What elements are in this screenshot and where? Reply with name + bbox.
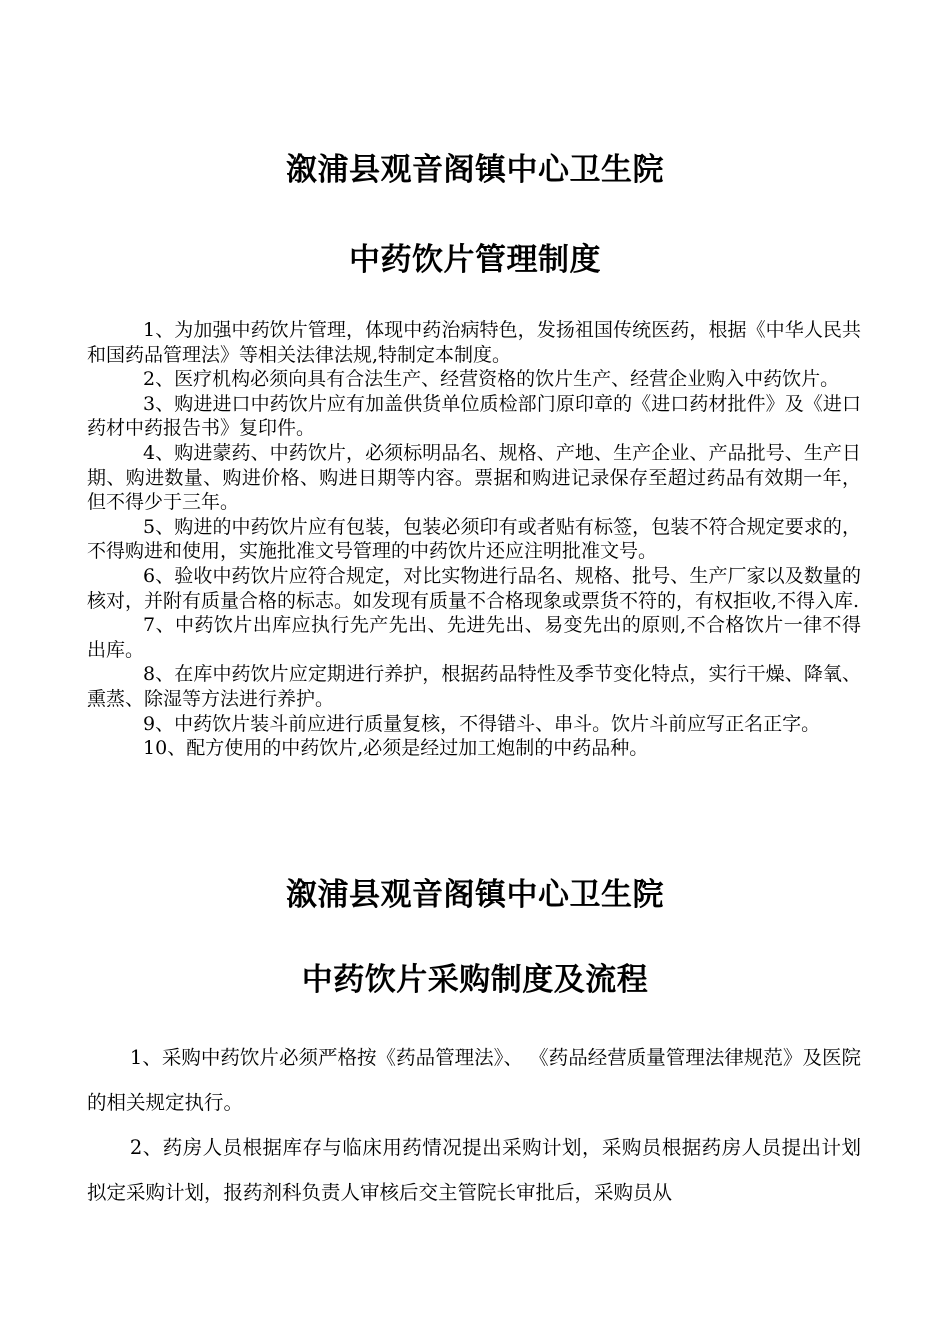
clause-10: 10、配方使用的中药饮片,必须是经过加工炮制的中药品种。 [143, 737, 649, 760]
org-title-1: 溆浦县观音阁镇中心卫生院 [286, 152, 664, 188]
clause-6: 6、验收中药饮片应符合规定，对比实物进行品名、规格、批号、生产厂家以及数量的核对，并附有质量合格的标志。如发现有质量不合格现象或票货不符的，有权拒收,不得入库. [87, 564, 861, 612]
clause-1: 1、为加强中药饮片管理，体现中药治病特色，发扬祖国传统医药，根据《中华人民共和国药品管理法》等相关法律法规,特制定本制度。 [87, 319, 861, 366]
procurement-clause-1: 1、采购中药饮片必须严格按《药品管理法》、 《药品经营质量管理法律规范》及医院的相关规定执行。 [87, 1046, 861, 1114]
management-clauses [87, 318, 861, 761]
clause-3: 3、购进进口中药饮片应有加盖供货单位质检部门原印章的《进口药材批件》及《进口药材中药报告书》复印件。 [87, 392, 861, 440]
org-title-2: 溆浦县观音阁镇中心卫生院 [286, 877, 664, 913]
clause-9: 9、中药饮片装斗前应进行质量复核，不得错斗、串斗。饮片斗前应写正名正字。 [143, 712, 821, 735]
doc-title-procurement: 中药饮片采购制度及流程 [301, 962, 649, 998]
clause-4: 4、购进蒙药、中药饮片，必须标明品名、规格、产地、生产企业、产品批号、生产日期、购进数量、购进价格、购进日期等内容。票据和购进记录保存至超过药品有效期一年，但不得少于三年。 [87, 441, 861, 514]
clause-2: 2、医疗机构必须向具有合法生产、经营资格的饮片生产、经营企业购入中药饮片。 [143, 368, 840, 391]
clause-5: 5、购进的中药饮片应有包装，包装必须印有或者贴有标签，包装不符合规定要求的，不得购进和使用，实施批准文号管理的中药饮片还应注明批准文号。 [87, 515, 861, 563]
clause-7: 7、中药饮片出库应执行先产先出、先进先出、易变先出的原则,不合格饮片一律不得出库。 [87, 614, 861, 661]
clause-8: 8、在库中药饮片应定期进行养护，根据药品特性及季节变化特点，实行干燥、降氧、熏蒸、除湿等方法进行养护。 [87, 663, 861, 710]
procurement-clauses [87, 1035, 861, 1215]
procurement-clause-2: 2、药房人员根据库存与临床用药情况提出采购计划，采购员根据药房人员提出计划拟定采购计划，报药剂科负责人审核后交主管院长审批后，采购员从 [87, 1136, 861, 1204]
doc-title-management: 中药饮片管理制度 [349, 242, 601, 278]
